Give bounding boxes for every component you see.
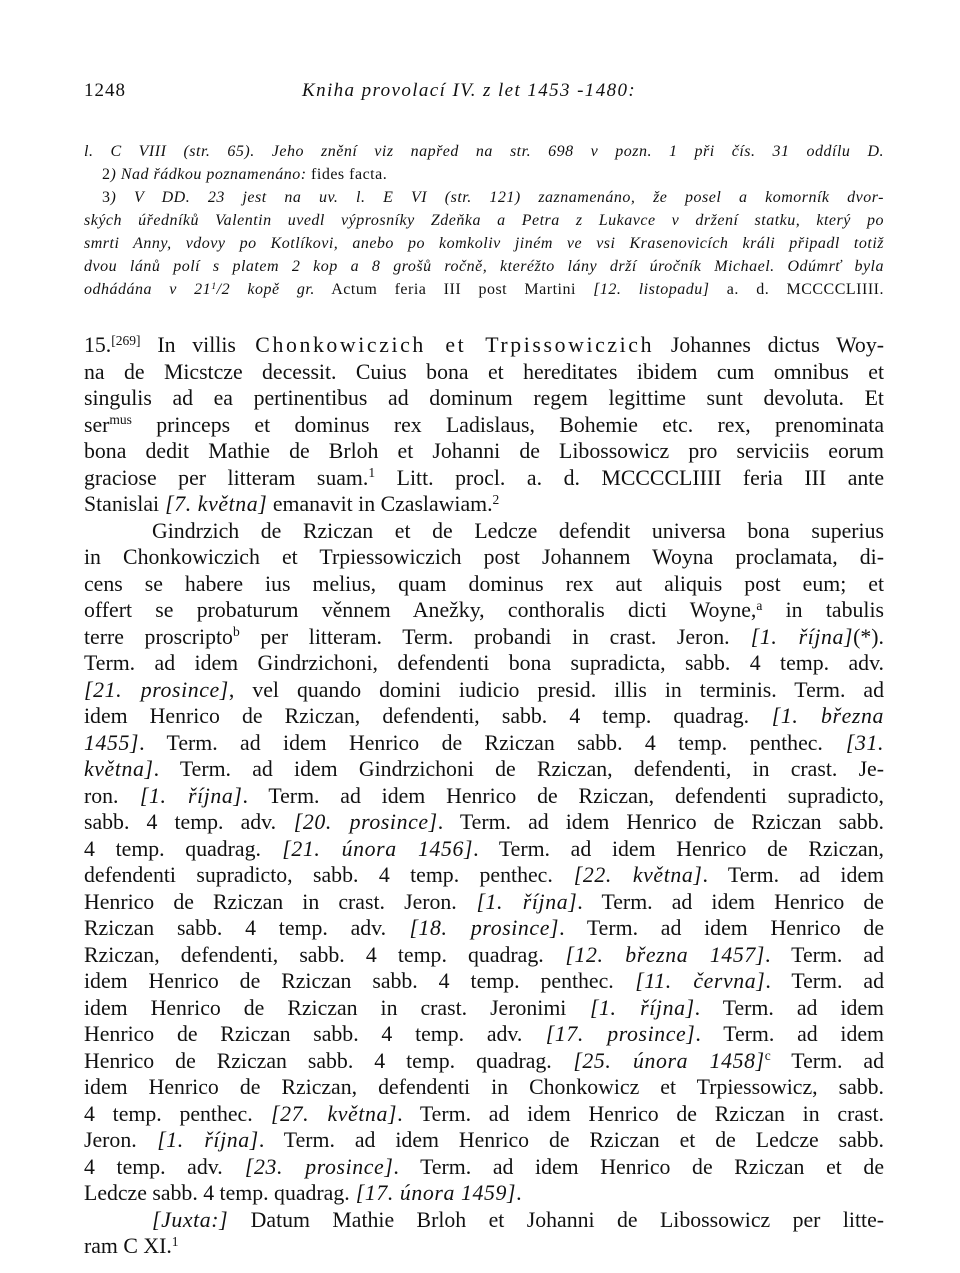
footnote-line: l. C VIII (str. 65). Jeho znění viz napřed na str. 698 v pozn. 1 při čís. 31 oddílu D.	[84, 143, 884, 160]
text-line: Jeron. [1. října]. Term. ad idem Henrico de Rziczan et de Ledcze sabb.	[84, 1128, 884, 1152]
book-title: Kniha provolací IV. z let 1453 -1480:	[302, 80, 637, 101]
text-line: Gindrzich de Rziczan et de Ledcze defendit universa bona superius	[152, 518, 884, 543]
text-line: 4 temp. adv. [23. prosince]. Term. ad idem Henrico de Rziczan et de	[84, 1154, 884, 1179]
text-line: Term. ad idem Gindrzichoni, defendenti bona supradicta, sabb. 4 temp. adv.	[84, 651, 884, 675]
text-line: idem Henrico de Rziczan, defendenti in Chonkowicz et Trpiessowicz, sabb.	[84, 1075, 884, 1099]
text-line: Rziczan sabb. 4 temp. adv. [18. prosince]. Term. ad idem Henrico de	[84, 916, 884, 940]
text-line: cens se habere ius melius, quam dominus rex aut aliquis post eum; et	[84, 571, 884, 596]
text-line: května]. Term. ad idem Gindrzichoni de Rziczan, defendenti, in crast. Je-	[84, 757, 884, 781]
text-line: Ledcze sabb. 4 temp. quadrag. [17. února 1459].	[84, 1181, 522, 1205]
text-line: in Chonkowiczich et Trpiessowiczich post Johannem Woyna proclamata, di-	[84, 545, 884, 569]
text-line: singulis ad ea pertinentibus ad dominum regem legittime sunt devoluta. Et	[84, 386, 884, 410]
footnote-line: smrti Anny, vdovy po Kotlíkovi, anebo po komkoliv jiném ve vsi Krasenovicích králi připadl totiž	[84, 235, 884, 252]
text-line: defendenti supradicto, sabb. 4 temp. penthec. [22. května]. Term. ad idem	[84, 863, 884, 887]
page-number: 1248	[84, 80, 126, 101]
footnote-line: dvou lánů polí s platem 2 kop a 8 grošů ročně, kteréžto lány drží úročník Michael. Odúmrť byla	[84, 258, 884, 275]
text-line: Stanislai [7. května] emanavit in Czaslawiam.$^2$	[84, 491, 500, 516]
text-line: Rziczan, defendenti, sabb. 4 temp. quadrag. [12. března 1457]. Term. ad	[84, 942, 885, 967]
text-line: na de Micstcze decessit. Cuius bona et hereditates ibidem cum omnibus et	[84, 359, 884, 384]
text-line: idem Henrico de Rziczan sabb. 4 temp. penthec. [11. června]. Term. ad	[84, 969, 884, 993]
text-line: [Juxta:] Datum Mathie Brloh et Johanni de Libossowicz per litte-	[152, 1207, 884, 1232]
text-line: 1455]. Term. ad idem Henrico de Rziczan sabb. 4 temp. penthec. [31.	[84, 730, 884, 755]
text-line: idem Henrico de Rziczan in crast. Jeronimi [1. října]. Term. ad idem	[84, 995, 884, 1020]
text-line: ron. [1. října]. Term. ad idem Henrico de Rziczan, defendenti supradicto,	[84, 783, 884, 808]
text-line: bona dedit Mathie de Brloh et Johanni de Libossowicz pro serviciis eorum	[84, 439, 884, 463]
text-line: sabb. 4 temp. adv. [20. prosince]. Term. ad idem Henrico de Rziczan sabb.	[84, 810, 885, 834]
text-line: Henrico de Rziczan sabb. 4 temp. quadrag. [25. února 1458]$^c$ Term. ad	[84, 1048, 884, 1073]
footnote-3: 3) V DD. 23 jest na uv. l. E VI (str. 121) zaznamenáno, že posel a komorník dvor-	[102, 189, 884, 206]
entry-text	[84, 332, 884, 1260]
entry-heading-line: 15.[269] In villis Chonkowiczich et Trpissowiczich Johannes dictus Woy-	[84, 332, 884, 357]
text-line: ram C XI.$^1$	[84, 1233, 179, 1258]
entry-ref: [269]	[111, 332, 141, 348]
footnote-2: 2) Nad řádkou poznamenáno: fides facta.	[102, 166, 388, 183]
text-line: Henrico de Rziczan in crast. Jeron. [1. října]. Term. ad idem Henrico de	[84, 889, 884, 914]
text-line: 4 temp. penthec. [27. května]. Term. ad idem Henrico de Rziczan in crast.	[84, 1101, 884, 1126]
footnotes-block	[84, 140, 884, 301]
text-line: idem Henrico de Rziczan, defendenti, sabb. 4 temp. quadrag. [1. března	[84, 704, 884, 728]
footnote-line: ských úředníků Valentin uvedl výprosníky Zdeňka a Petra z Lukavce v držení statku, který po	[84, 212, 884, 229]
text-line: 4 temp. quadrag. [21. února 1456]. Term. ad idem Henrico de Rziczan,	[84, 836, 885, 861]
running-head	[84, 80, 884, 110]
place-names: Chonkowiczich et Trpissowiczich	[235, 333, 655, 357]
text-line: [21. prosince], vel quando domini iudicio presid. illis in terminis. Term. ad	[84, 677, 884, 702]
text-line: offert se probaturum věnnem Anežky, conthoralis dicti Woyne,$^a$ in tabulis	[84, 597, 884, 622]
entry-number: 15.	[84, 333, 112, 357]
text-line: ser$^{mus}$ princeps et dominus rex Ladislaus, Bohemie etc. rex, prenominata	[84, 412, 884, 437]
text-line: terre proscripto$^b$ per litteram. Term. probandi in crast. Jeron. [1. října](*).	[84, 624, 884, 649]
text-line: graciose per litteram suam.$^1$ Litt. procl. a. d. MCCCCLIIII feria III ante	[84, 465, 884, 490]
text-line: Henrico de Rziczan sabb. 4 temp. adv. [17. prosince]. Term. ad idem	[84, 1022, 884, 1046]
footnote-line: odhádána v $21^1/2$ kopě gr. Actum feria III post Martini [12. listopadu] a. d. MCCCCLIIII.	[84, 280, 884, 298]
